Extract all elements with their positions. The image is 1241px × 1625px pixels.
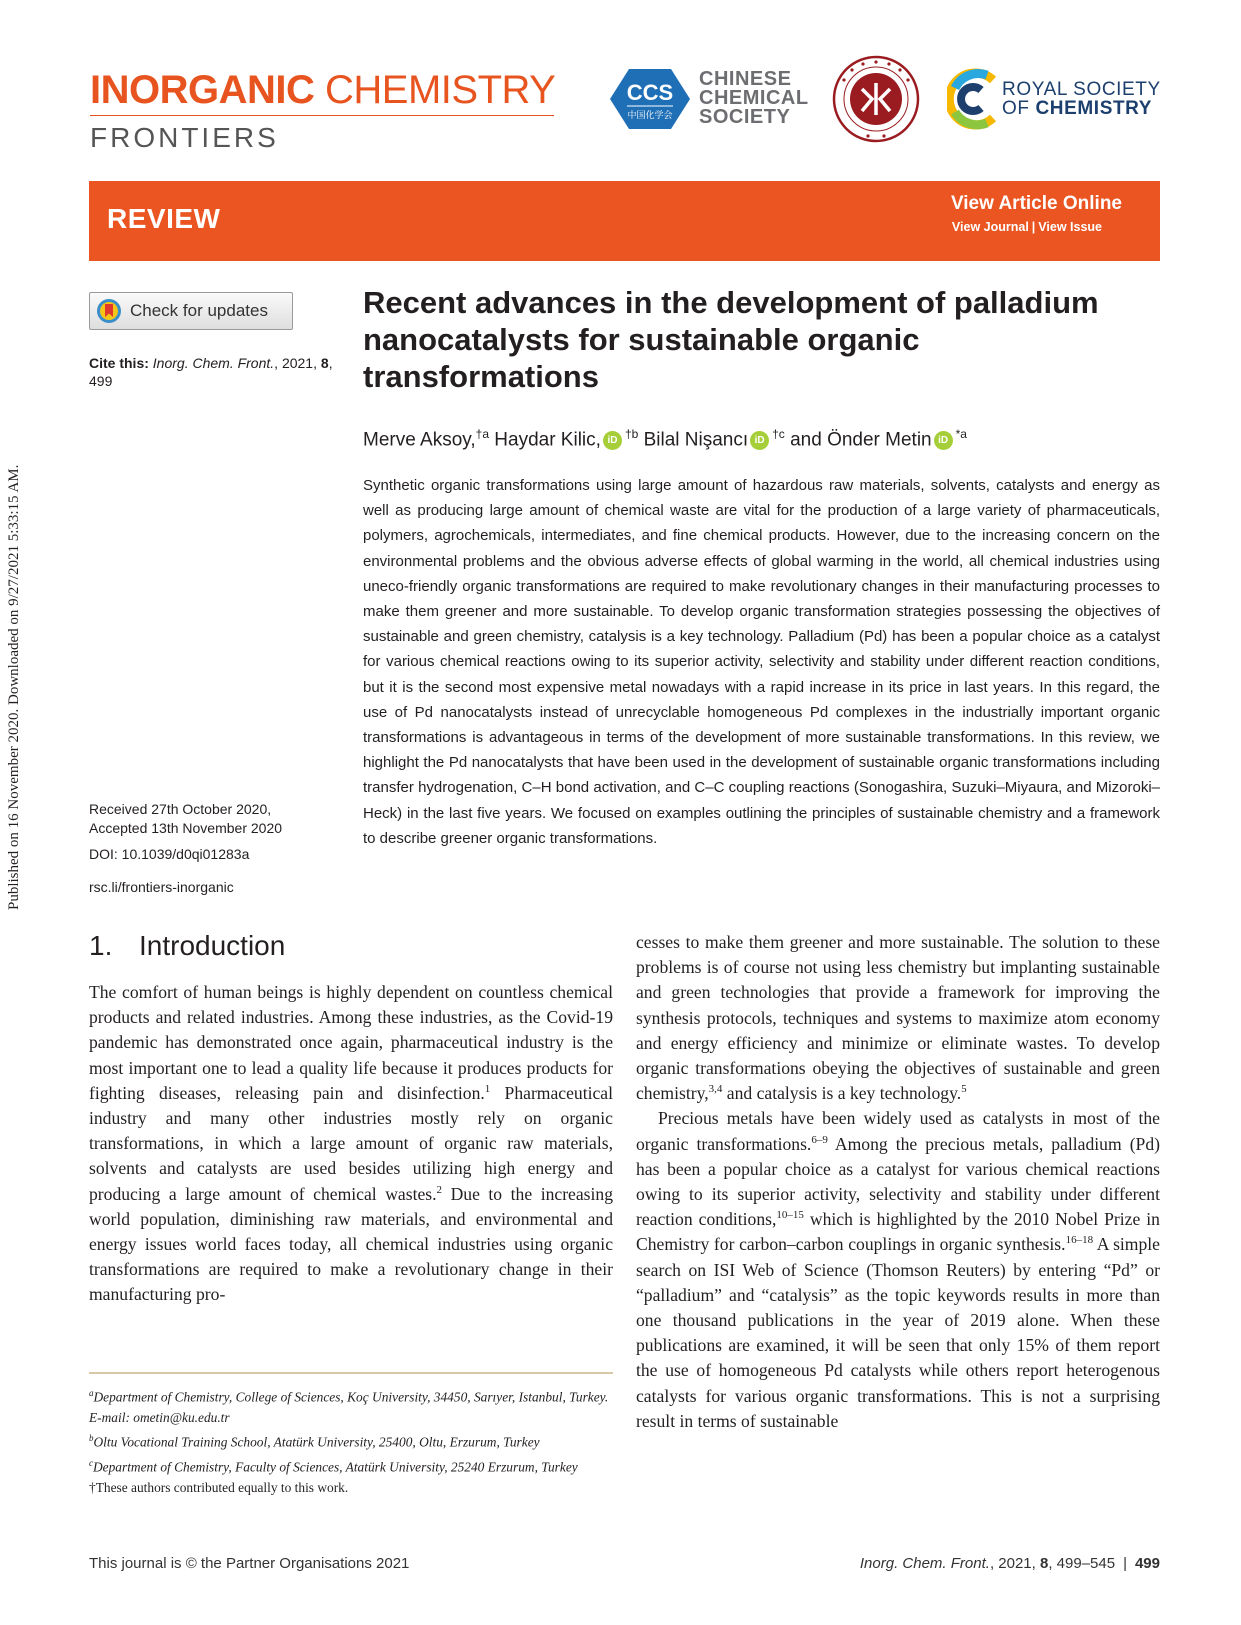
orcid-icon[interactable]: iD [603,431,622,450]
text-run: Pharmaceutical industry and many other industries mostly rely on organic transformations, in which a large amount of organic raw materials, solvents and catalysts are used besides utilizing high energy and producing a large amount of chemical wastes. [89,1082,613,1204]
citation [89,354,349,390]
rsc-name-chemistry: CHEMISTRY [1035,98,1153,119]
author-affiliation-mark: *a [955,427,967,441]
footnote-text: Department of Chemistry, College of Sciences, Koç University, 34450, Sarıyer, Istanbul, Turkey. E-mail: ometin@ku.edu.tr [89,1389,609,1426]
section-number: 1. [89,930,113,961]
download-stamp: Published on 16 November 2020. Downloaded on 9/27/2021 5:33:15 AM. [6,464,22,910]
paragraph [636,930,1160,1106]
section-heading [89,930,285,962]
page-number: 499 [1134,1555,1160,1572]
body-column-left [89,980,613,1308]
rsc-name-line1: ROYAL SOCIETY [1002,79,1161,100]
journal-title-bold: INORGANIC [90,68,315,112]
reference-mark[interactable]: 6–9 [811,1133,828,1146]
reference-mark[interactable]: 5 [961,1083,967,1096]
footer-citation [860,1555,1160,1572]
text-run: The comfort of human beings is highly dependent on countless chemical products and related industries. Among these industries, as the Covid-19 pandemic has demonstrated once again, pharmaceutical industry is the most important one to lead a quality life because it produces products for fighting diseases, releasing pain and disinfection. [89,982,613,1103]
ccs-name-line: CHEMICAL [699,87,809,109]
footnote-mark: c [89,1457,93,1468]
rsc-name-line2 [1002,99,1161,118]
cite-pages: , 499 [89,355,333,389]
author-affiliation-mark: †b [624,427,639,441]
journal-link[interactable]: rsc.li/frontiers-inorganic [89,879,234,895]
author-separator: and [784,429,828,451]
rsc-name [1002,80,1161,118]
peking-university-seal-icon [832,55,920,143]
footnote-mark: a [89,1388,94,1398]
view-issue-link[interactable]: View Issue [1038,220,1102,234]
crossmark-icon [96,298,122,324]
author-name: Bilal Nişancı [643,429,749,451]
ccs-logo-sub: 中国化学会 [627,111,673,121]
ccs-name-line: SOCIETY [699,106,791,128]
section-title: Introduction [139,930,286,961]
footnote [89,1477,613,1498]
orcid-icon[interactable]: iD [934,431,953,450]
paragraph [636,1106,1160,1434]
footnote-rule [89,1372,613,1374]
text-run: Due to the increasing world population, diminishing raw materials, and environmental and energy issues world faces today, all chemical industries using organic transformations are required to make a revolutionary change in their manufacturing pro- [89,1183,613,1305]
ccs-logo-badge: CCS [626,80,674,105]
footnote [89,1383,613,1428]
footnote-mark: b [89,1433,94,1444]
author-affiliation-mark: †a [475,427,489,441]
link-separator: | [1031,220,1036,234]
footnote-text: Oltu Vocational Training School, Atatürk University, 25400, Oltu, Erzurum, Turkey [93,1434,540,1450]
text-run: cesses to make them greener and more sustainable. The solution to these problems is of course not using less chemistry but implanting sustainable and green technologies that provide a framework for improving the synthesis protocols, techniques and systems to maximize atom economy and energy efficiency and minimize or eliminate wastes. To develop organic transformations obeying the objectives of sustainable and green chemistry, [636,932,1160,1104]
cite-year: , 2021, [274,355,317,371]
author-list [363,421,1163,453]
text-run: A simple search on ISI Web of Science (Thomson Reuters) by entering “Pd” or “palladium” and “catalysis” as the topic keywords results in more than one thousand publications in the year of 2019 alone. When these publications are examined, it will be seen that only 15% of them report the use of homogeneous Pd catalysts while others report heterogenous catalysts for various organic transformations. This is not a surprising result in terms of sustainable [636,1234,1160,1431]
footer-volume: 8 [1039,1555,1049,1572]
reference-mark[interactable]: 3,4 [708,1083,723,1096]
footnotes [89,1383,613,1498]
footer-copyright: This journal is © the Partner Organisations 2021 [89,1555,410,1572]
doi[interactable]: DOI: 10.1039/d0qi01283a [89,846,250,862]
reference-mark[interactable]: 16–18 [1065,1234,1094,1247]
article-type: REVIEW [107,203,221,234]
reference-mark[interactable]: 10–15 [776,1209,804,1222]
abstract: Synthetic organic transformations using large amount of hazardous raw materials, solvents, catalysts and energy as well as producing large amount of chemical waste are vital for the production of a large variety of pharmaceuticals, polymers, agrochemicals, intermediates, and fine chemical products. However, due to the increasing concern on the environmental problems and the obvious adverse effects of global warming in the world, all chemical industries using uneco-friendly organic transformations are required to make revolutionary changes in their manufacturing processes to make them greener and more sustainable. To develop organic transformation strategies possessing the objectives of sustainable and green chemistry, catalysis is a key technology. Palladium (Pd) has been a popular choice as a catalyst for various chemical reactions owing to its superior activity, selectivity and stability under different reaction conditions, but it is the second most expensive metal nowadays with a rapid increase in its price in last years. In this regard, the use of Pd nanocatalysts instead of unrecyclable homogeneous Pd complexes in the industrially important organic transformations is advantageous in terms of the development of more sustainable transformations. In this review, we highlight the Pd nanocatalysts that have been used in the development of sustainable organic transformations including transfer hydrogenation, C–H bond activation, and C–C coupling reactions (Sonogashira, Suzuki–Miyaura, and Mizoroki–Heck) in the last five years. We focused on examples outlining the principles of sustainable chemistry and a framework to describe greener organic transformations. [363,477,1160,847]
reference-mark[interactable]: 1 [484,1082,491,1095]
ccs-name [699,70,809,127]
footer-year: , 2021, [989,1555,1040,1572]
author-name: Haydar Kilic, [494,429,601,451]
author-affiliation-mark: †c [772,427,785,441]
rsc-logo-icon [947,68,999,130]
footnote-text: These authors contributed equally to this work. [95,1480,349,1496]
cite-label: Cite this: [89,355,149,371]
journal-title-light: CHEMISTRY [325,68,556,112]
accepted-date: Accepted 13th November 2020 [89,820,283,836]
text-run: Precious metals have been widely used as catalysts in most of the organic transformations. [636,1108,1160,1154]
text-run: and catalysis is a key technology. [722,1083,962,1104]
text-run: which is highlighted by the 2010 Nobel Prize in Chemistry for carbon–carbon couplings in organic synthesis. [636,1209,1160,1255]
view-article-online-link[interactable]: View Article Online [950,193,1122,214]
reference-mark[interactable]: 2 [436,1183,443,1196]
journal-title [90,66,555,114]
rsc-name-of: OF [1002,98,1036,119]
text-run: Among the precious metals, palladium (Pd) has been a popular choice as a catalyst for various chemical reactions owing to its superior activity, selectivity and stability under different reaction conditions, [636,1133,1160,1230]
author-name: Merve Aksoy, [363,429,476,451]
footer-journal: Inorg. Chem. Front. [859,1555,990,1572]
cite-journal: Inorg. Chem. Front. [152,355,275,371]
author-name: Önder Metin [827,429,932,451]
check-for-updates-label: Check for updates [130,301,268,320]
cite-volume: 8 [320,355,329,371]
view-journal-link[interactable]: View Journal [951,220,1029,234]
body-column-right [636,930,1160,1434]
orcid-icon[interactable]: iD [750,431,769,450]
banner-links [952,220,1102,234]
check-for-updates-button[interactable] [89,292,293,330]
footer-pages: , 499–545 [1048,1555,1116,1572]
ccs-logo-icon [609,68,691,130]
ccs-name-line: CHINESE [699,68,792,90]
paragraph [89,980,613,1308]
footnote [89,1428,613,1452]
article-title: Recent advances in the development of palladium nanocatalysts for sustainable organic transformations [363,285,1099,394]
journal-subtitle: FRONTIERS [90,122,279,153]
journal-title-rule [90,115,554,116]
footer-separator: | [1123,1555,1127,1572]
footnote [89,1453,613,1477]
footnote-text: Department of Chemistry, Faculty of Sciences, Atatürk University, 25240 Erzurum, Turkey [93,1459,578,1475]
footnote-mark: † [89,1480,96,1496]
received-date: Received 27th October 2020, [89,801,272,817]
article-banner [89,181,1160,261]
